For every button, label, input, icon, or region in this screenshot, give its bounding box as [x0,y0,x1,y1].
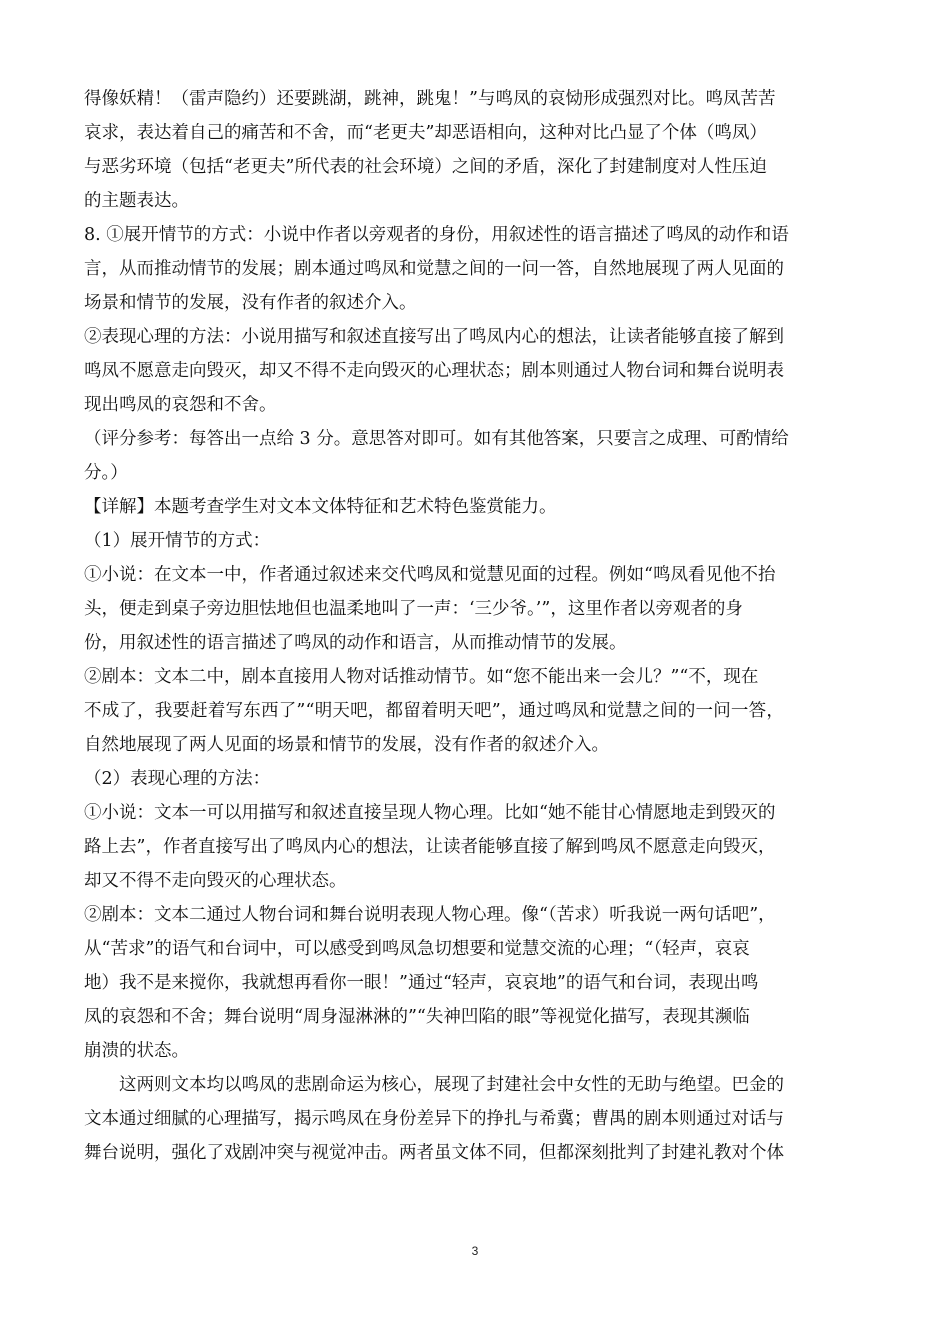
section-1-line-5: 不成了，我要赶着写东西了”“明天吧，都留着明天吧”，通过鸣凤和觉慧之间的一问一答， [84,701,785,721]
section-2-line-2: 路上去”，作者直接写出了鸣凤内心的想法，让读者能够直接了解到鸣凤不愿意走向毁灭， [84,837,776,857]
answer-8-line-2: 言，从而推动情节的发展；剧本通过鸣凤和觉慧之间的一问一答，自然地展现了两人见面的 [84,259,784,279]
section-2-line-8: 崩溃的状态。 [84,1041,189,1061]
section-1-line-6: 自然地展现了两人见面的场景和情节的发展，没有作者的叙述介入。 [84,735,609,755]
text-line-1: 得像妖精！（雷声隐约）还要跳湖，跳神，跳鬼！”与鸣凤的哀恸形成强烈对比。鸣凤苦苦 [84,89,776,109]
summary-line-3: 舞台说明，强化了戏剧冲突与视觉冲击。两者虽文体不同，但都深刻批判了封建礼教对个体 [84,1143,784,1163]
text-line-3: 与恶劣环境（包括“老更夫”所代表的社会环境）之间的矛盾，深化了封建制度对人性压迫 [84,157,767,177]
text-line-2: 哀求，表达着自己的痛苦和不舍，而“老更夫”却恶语相向，这种对比凸显了个体（鸣凤） [84,123,767,143]
scoring-note-line-2: 分。） [84,463,128,483]
section-1-heading: （1）展开情节的方式： [84,531,271,551]
section-1-line-1: ①小说：在文本一中，作者通过叙述来交代鸣凤和觉慧见面的过程。例如“鸣凤看见他不抬 [84,565,776,585]
section-2-line-4: ②剧本：文本二通过人物台词和舞台说明表现人物心理。像“（苦求）听我说一两句话吧”， [84,905,776,925]
section-2-line-1: ①小说：文本一可以用描写和叙述直接呈现人物心理。比如“她不能甘心情愿地走到毁灭的 [84,803,776,823]
section-2-line-5: 从“苦求”的语气和台词中，可以感受到鸣凤急切想要和觉慧交流的心理；“（轻声，哀哀 [84,939,750,959]
section-1-line-4: ②剧本：文本二中，剧本直接用人物对话推动情节。如“您不能出来一会儿？”“不，现在 [84,667,759,687]
scoring-note-line-1: （评分参考：每答出一点给 3 分。意思答对即可。如有其他答案，只要言之成理、可酌情给 [84,429,789,449]
detail-heading: 【详解】本题考查学生对文本文体特征和艺术特色鉴赏能力。 [84,497,557,517]
section-2-line-7: 凤的哀怨和不舍；舞台说明“周身湿淋淋的”“失神凹陷的眼”等视觉化描写，表现其濒临 [84,1007,750,1027]
document-body [84,82,866,1170]
page-number: 3 [471,1244,479,1258]
answer-8-line-1: 8. ①展开情节的方式：小说中作者以旁观者的身份，用叙述性的语言描述了鸣凤的动作和语 [84,225,789,245]
section-2-heading: （2）表现心理的方法： [84,769,271,789]
summary-line-1: 这两则文本均以鸣凤的悲剧命运为核心，展现了封建社会中女性的无助与绝望。巴金的 [119,1075,784,1095]
section-1-line-3: 份，用叙述性的语言描述了鸣凤的动作和语言，从而推动情节的发展。 [84,633,627,653]
section-1-line-2: 头，便走到桌子旁边胆怯地但也温柔地叫了一声：‘三少爷。’”，这里作者以旁观者的身 [84,599,743,619]
answer-8-line-4: ②表现心理的方法：小说用描写和叙述直接写出了鸣凤内心的想法，让读者能够直接了解到 [84,327,784,347]
section-2-line-6: 地）我不是来搅你，我就想再看你一眼！”通过“轻声，哀哀地”的语气和台词，表现出鸣 [84,973,759,993]
answer-8-line-6: 现出鸣凤的哀怨和不舍。 [84,395,277,415]
answer-8-line-5: 鸣凤不愿意走向毁灭，却又不得不走向毁灭的心理状态；剧本则通过人物台词和舞台说明表 [84,361,784,381]
text-line-4: 的主题表达。 [84,191,189,211]
summary-line-2: 文本通过细腻的心理描写，揭示鸣凤在身份差异下的挣扎与希冀；曹禺的剧本则通过对话与 [84,1109,784,1129]
answer-8-line-3: 场景和情节的发展，没有作者的叙述介入。 [84,293,417,313]
section-2-line-3: 却又不得不走向毁灭的心理状态。 [84,871,347,891]
